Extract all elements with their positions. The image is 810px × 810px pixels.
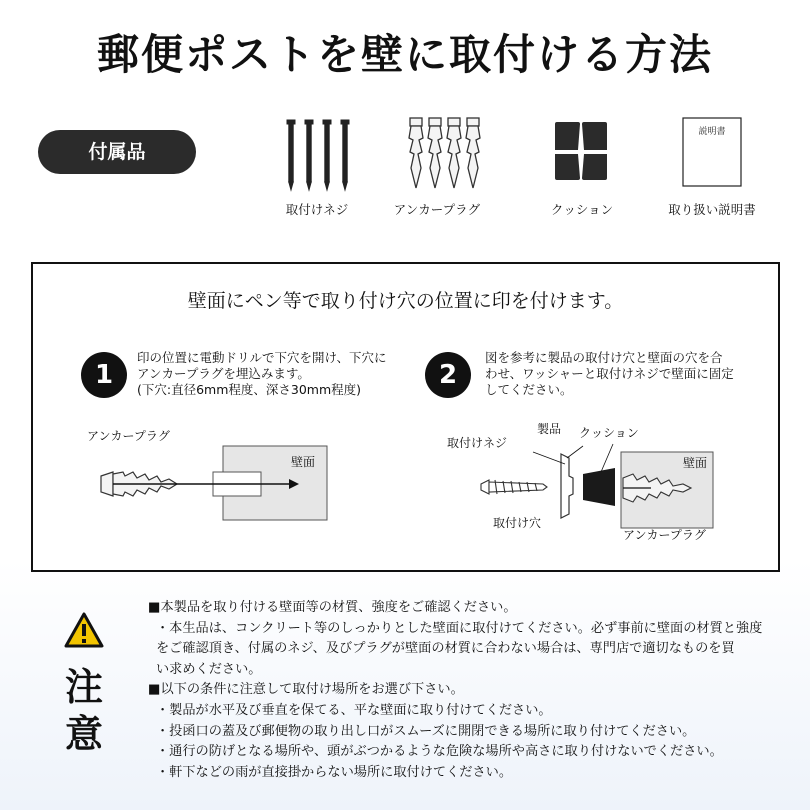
caution-char: 注 (64, 665, 103, 709)
cushion-icon (517, 110, 647, 192)
screw-drawing (481, 480, 547, 494)
note-line: ・投函口の蓋及び郵便物の取り出し口がスムーズに開閉できる場所に取り付けてください。 (156, 723, 696, 739)
note-line: ・本生品は、コンクリート等のしっかりとした壁面に取付けてください。必ず事前に壁面の材質と強度 (156, 620, 763, 636)
note-line: ■以下の条件に注意して取付け場所をお選び下さい。 (148, 682, 464, 698)
note-line: ・軒下などの雨が直接掛からない場所に取付けてください。 (156, 764, 513, 780)
warning-icon (64, 612, 104, 648)
step-2-hole-label: 取付け穴 (493, 516, 542, 530)
accessory-cushions (517, 110, 647, 217)
note-line: い求めください。 (156, 661, 262, 677)
note-line: ■本製品を取り付ける壁面等の材質、強度をご確認ください。 (148, 600, 517, 615)
accessories-badge: 付属品 (38, 130, 196, 174)
install-heading: 壁面にペン等で取り付け穴の位置に印を付けます。 (187, 290, 624, 312)
accessory-screws (252, 110, 382, 217)
manual-icon (647, 110, 777, 192)
step-2-anchor-label: アンカープラグ (623, 528, 706, 542)
accessory-label: 取り扱い説明書 (668, 202, 756, 217)
step-2-screw-label: 取付けネジ (447, 436, 508, 450)
accessory-label: クッション (550, 202, 614, 217)
note-line: ・通行の防げとなる場所や、頭がぶつかるような危険な場所や高さに取り付けないでください。 (156, 744, 723, 760)
accessory-manual (647, 110, 777, 217)
step-1-anchor-label: アンカープラグ (87, 429, 170, 443)
note-line: ・製品が水平及び垂直を保てる、平な壁面に取り付けてください。 (156, 702, 552, 718)
accessory-anchor-plugs (372, 110, 502, 217)
screw-icon (267, 110, 367, 192)
step-2-product-label: 製品 (537, 422, 562, 436)
step-1-line: 印の位置に電動ドリルで下穴を開け、下穴に (137, 350, 387, 365)
caution-notes (148, 598, 788, 783)
step-1-wall-label: 壁面 (291, 455, 316, 469)
manual-doc-text: 説明書 (698, 127, 726, 137)
step-1-diagram (93, 432, 343, 522)
anchor-plug-icon (372, 110, 502, 192)
installation-steps-box (31, 262, 780, 572)
caution-char: 意 (64, 712, 103, 756)
step-2-number: 2 (425, 352, 471, 398)
step-1-line: (下穴:直径6mm程度、深さ30mm程度) (137, 382, 362, 397)
step-2-wall-label: 壁面 (683, 456, 708, 470)
note-line: をご確認頂き、付属のネジ、及びプラグが壁面の材質に合わない場合は、専門店で適切なものを買 (156, 641, 735, 657)
step-2-line: わせ、ワッシャーと取付けネジで壁面に固定 (485, 366, 734, 381)
step-2-line: 図を参考に製品の取付け穴と壁面の穴を合 (485, 350, 723, 365)
step-2-text (485, 350, 734, 398)
step-2-line: してください。 (485, 382, 573, 397)
step-2-cushion-label: クッション (579, 426, 639, 440)
step-1-text (137, 350, 387, 398)
page-title: 郵便ポストを壁に取付ける方法 (96, 30, 713, 79)
accessory-label: アンカープラグ (393, 202, 481, 217)
step-1-number: 1 (81, 352, 127, 398)
accessory-label: 取付けネジ (285, 202, 349, 217)
step-1-line: アンカープラグを埋込みます。 (137, 366, 310, 381)
cushion-drawing (583, 468, 615, 506)
